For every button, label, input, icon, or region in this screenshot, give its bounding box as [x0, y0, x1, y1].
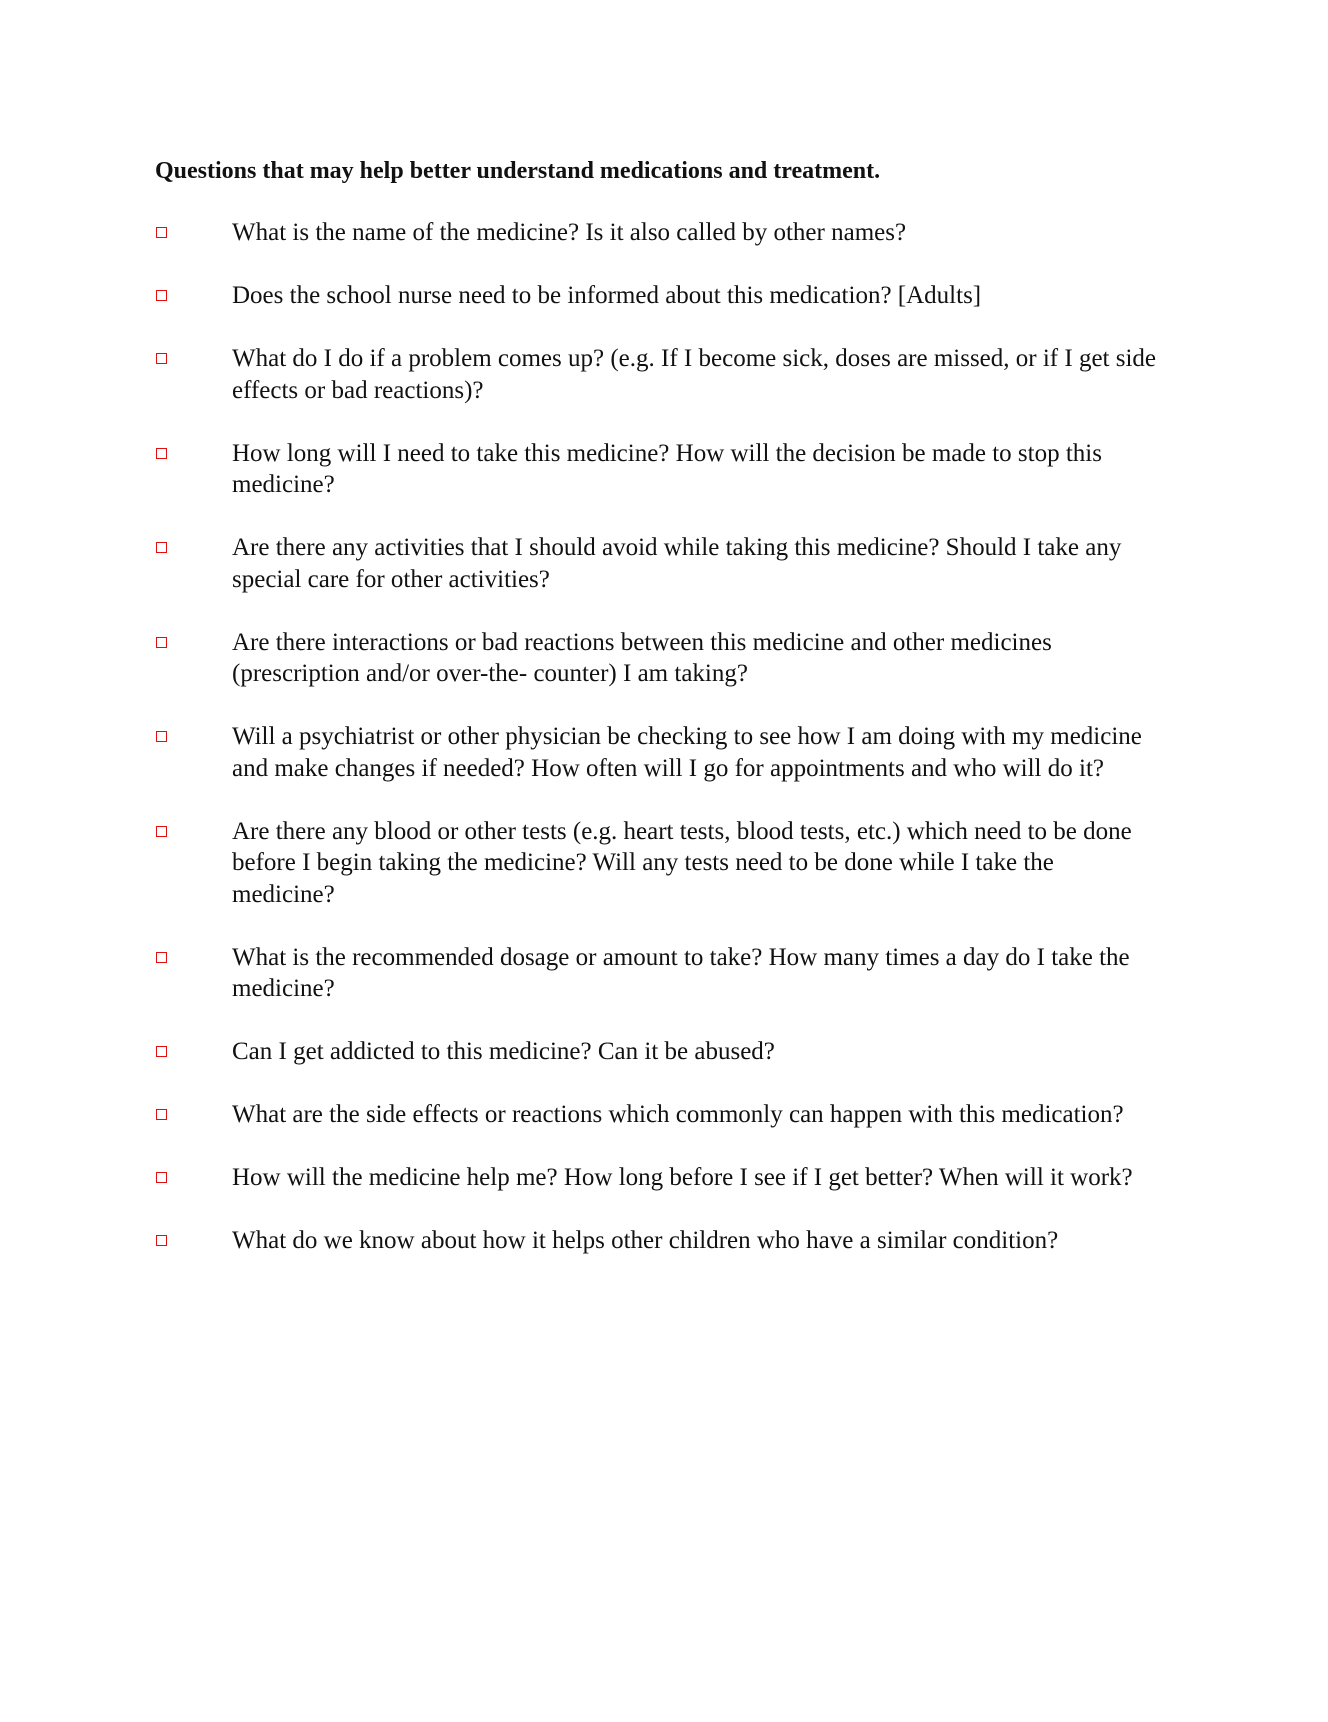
question-text: What is the name of the medicine? Is it also called by other names?	[232, 219, 907, 246]
checklist-item	[155, 343, 1165, 406]
checklist-item	[155, 1099, 1165, 1131]
checklist-item	[155, 1036, 1165, 1068]
question-text: What do I do if a problem comes up? (e.g. If I become sick, doses are missed, or if I get side effects or bad reactions)?	[232, 345, 1157, 404]
checklist-item	[155, 532, 1165, 595]
question-text: What are the side effects or reactions which commonly can happen with this medication?	[232, 1101, 1124, 1128]
checkbox-icon[interactable]	[156, 1046, 167, 1057]
checklist-item	[155, 816, 1165, 911]
checklist-item	[155, 1225, 1165, 1257]
question-text: How will the medicine help me? How long before I see if I get better? When will it work?	[232, 1164, 1133, 1191]
question-text: What is the recommended dosage or amount to take? How many times a day do I take the medicine?	[232, 943, 1130, 1002]
page-title: Questions that may help better understand medications and treatment.	[155, 158, 881, 184]
checkbox-icon[interactable]	[156, 353, 167, 364]
question-text: Are there interactions or bad reactions between this medicine and other medicines (prescription and/or over-the- counter) I am taking?	[232, 628, 1052, 687]
checkbox-icon[interactable]	[156, 1235, 167, 1246]
question-text: Will a psychiatrist or other physician be checking to see how I am doing with my medicine and make changes if needed? How often will I go for appointments and who will do it?	[232, 723, 1142, 782]
checkbox-icon[interactable]	[156, 731, 167, 742]
checklist-item	[155, 942, 1165, 1005]
checkbox-icon[interactable]	[156, 542, 167, 553]
checklist-item	[155, 1162, 1165, 1194]
checklist-item	[155, 438, 1165, 501]
checklist-item	[155, 627, 1165, 690]
question-text: How long will I need to take this medicine? How will the decision be made to stop this medicine?	[232, 439, 1102, 498]
checkbox-icon[interactable]	[156, 227, 167, 238]
checkbox-icon[interactable]	[156, 290, 167, 301]
checklist-item	[155, 721, 1165, 784]
checklist-item	[155, 217, 1165, 249]
question-checklist	[155, 217, 1165, 1288]
checkbox-icon[interactable]	[156, 826, 167, 837]
question-text: Are there any blood or other tests (e.g. heart tests, blood tests, etc.) which need to be done before I begin taking the medicine? Will any tests need to be done while I take the medicine?	[232, 817, 1132, 908]
checkbox-icon[interactable]	[156, 637, 167, 648]
question-text: What do we know about how it helps other children who have a similar condition?	[232, 1227, 1059, 1254]
question-text: Does the school nurse need to be informed about this medication? [Adults]	[232, 282, 982, 309]
checkbox-icon[interactable]	[156, 1109, 167, 1120]
question-text: Can I get addicted to this medicine? Can it be abused?	[232, 1038, 775, 1065]
checkbox-icon[interactable]	[156, 448, 167, 459]
checkbox-icon[interactable]	[156, 952, 167, 963]
checklist-item	[155, 280, 1165, 312]
question-text: Are there any activities that I should avoid while taking this medicine? Should I take any special care for other activities?	[232, 534, 1122, 593]
checkbox-icon[interactable]	[156, 1172, 167, 1183]
